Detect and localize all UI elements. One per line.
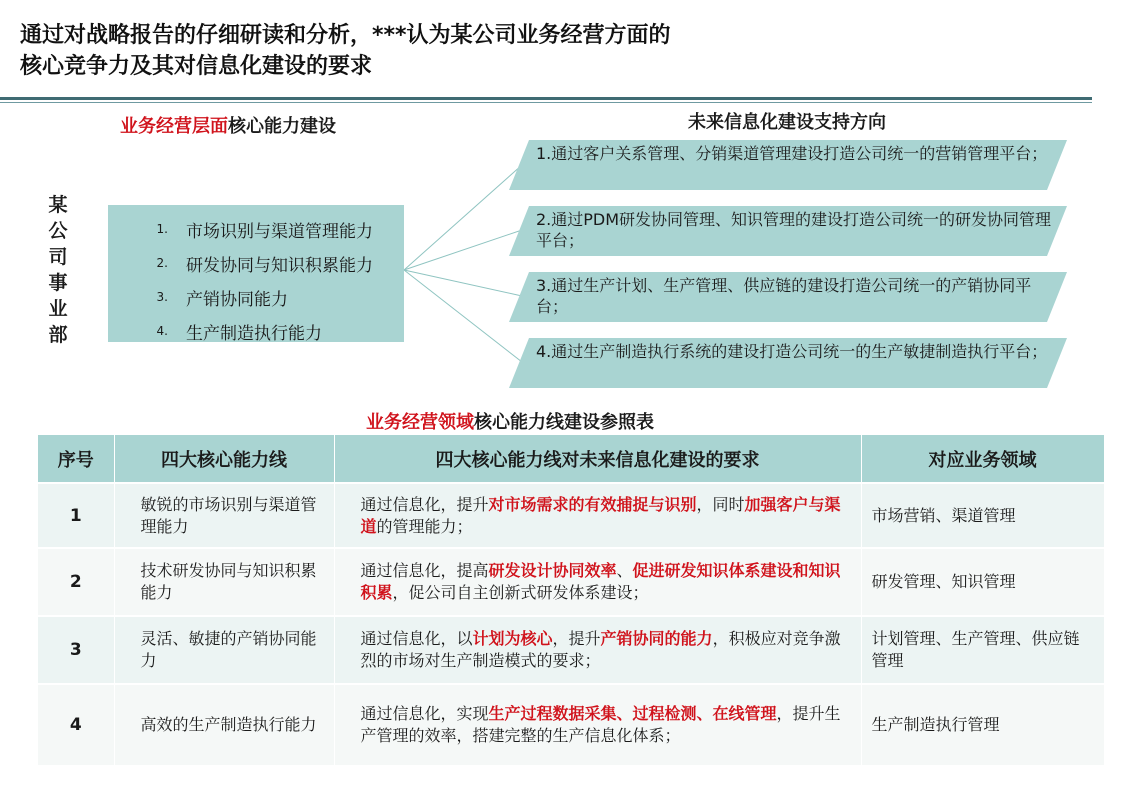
req-text: ，同时 xyxy=(696,494,745,514)
department-char: 事 xyxy=(48,272,68,294)
ability-item xyxy=(108,246,404,280)
req-text: ，促公司自主创新式研发体系建设； xyxy=(392,583,649,602)
department-char: 部 xyxy=(48,324,68,346)
table-row xyxy=(38,548,1104,616)
cell-business-domain: 生产制造执行管理 xyxy=(861,684,1104,766)
cell-seq: 3 xyxy=(38,616,114,684)
cell-ability-line: 灵活、敏捷的产销协同能力 xyxy=(114,616,334,684)
req-text: ，积极应对竞争激烈的市场对生产制造模式的要求； xyxy=(360,629,841,670)
ability-label: 市场识别与渠道管理能力 xyxy=(186,221,373,242)
cell-requirement xyxy=(334,616,861,684)
req-text: 的管理能力； xyxy=(376,516,473,536)
req-text: 通过信息化，实现 xyxy=(360,704,489,723)
ability-label: 研发协同与知识积累能力 xyxy=(186,255,373,276)
table-row xyxy=(38,684,1104,766)
cell-business-domain: 计划管理、生产管理、供应链管理 xyxy=(861,616,1104,684)
req-text: 通过信息化，提升 xyxy=(360,494,489,514)
connector-line xyxy=(404,270,522,362)
ability-number: 4. xyxy=(156,324,168,338)
ability-label: 产销协同能力 xyxy=(186,289,288,310)
table-row xyxy=(38,483,1104,548)
department-char: 业 xyxy=(48,298,68,320)
ability-item xyxy=(108,280,404,314)
cell-seq: 2 xyxy=(38,548,114,616)
table-section-title-rest: 核心能力线建设参照表 xyxy=(474,412,654,433)
ability-item xyxy=(108,212,404,246)
ability-number: 1. xyxy=(156,222,168,236)
req-text: ，提升生产管理的效率，搭建完整的生产信息化体系； xyxy=(360,704,841,745)
ability-item xyxy=(108,314,404,348)
left-section-title-rest: 核心能力建设 xyxy=(228,116,336,137)
department-char: 公 xyxy=(48,220,68,242)
req-text: 通过信息化，以 xyxy=(360,629,473,648)
header-seq: 序号 xyxy=(38,435,114,483)
connector-line xyxy=(404,270,522,296)
ability-label: 生产制造执行能力 xyxy=(186,323,322,344)
connector-line xyxy=(404,230,522,270)
table-section-title xyxy=(366,408,654,434)
cell-ability-line: 技术研发协同与知识积累能力 xyxy=(114,548,334,616)
page-title-line-1: 通过对战略报告的仔细研读和分析，***认为某公司业务经营方面的 xyxy=(20,23,671,48)
cell-requirement xyxy=(334,684,861,766)
direction-text: 2.通过PDM研发协同管理、知识管理的建设打造公司统一的研发协同管理平台； xyxy=(536,210,1052,250)
cell-seq: 1 xyxy=(38,483,114,548)
req-highlight: 加强客户与渠道 xyxy=(360,494,841,536)
direction-text: 1.通过客户关系管理、分销渠道管理建设打造公司统一的营销管理平台； xyxy=(536,144,1048,163)
left-section-title-highlight: 业务经营层面 xyxy=(120,116,228,137)
table-section-title-highlight: 业务经营领域 xyxy=(366,412,474,433)
direction-banner xyxy=(509,338,1069,388)
header-business-domain: 对应业务领域 xyxy=(861,435,1104,483)
direction-text: 3.通过生产计划、生产管理、供应链的建设打造公司统一的产销协同平台； xyxy=(536,276,1032,316)
req-highlight: 生产过程数据采集、过程检测、在线管理 xyxy=(488,704,777,723)
req-text: 通过信息化，提高 xyxy=(360,561,489,580)
cell-requirement xyxy=(334,548,861,616)
core-abilities-box xyxy=(108,205,404,342)
direction-banner xyxy=(509,140,1069,190)
page-title-line-2: 核心竞争力及其对信息化建设的要求 xyxy=(20,54,373,79)
cell-business-domain: 研发管理、知识管理 xyxy=(861,548,1104,616)
cell-seq: 4 xyxy=(38,684,114,766)
table-header-row xyxy=(38,435,1104,483)
department-char: 某 xyxy=(48,194,68,216)
department-char: 司 xyxy=(48,246,68,268)
ability-number: 3. xyxy=(156,290,168,304)
core-ability-table xyxy=(38,435,1105,767)
ability-number: 2. xyxy=(156,256,168,270)
req-highlight: 研发设计协同效率 xyxy=(488,561,617,580)
direction-text: 4.通过生产制造执行系统的建设打造公司统一的生产敏捷制造执行平台； xyxy=(536,342,1048,361)
direction-banner xyxy=(509,206,1069,256)
header-requirement: 四大核心能力线对未来信息化建设的要求 xyxy=(334,435,861,483)
req-highlight: 对市场需求的有效捕捉与识别 xyxy=(488,494,697,514)
direction-banner xyxy=(509,272,1069,322)
cell-requirement xyxy=(334,483,861,548)
table-row xyxy=(38,616,1104,684)
cell-ability-line: 高效的生产制造执行能力 xyxy=(114,684,334,766)
header-ability-line: 四大核心能力线 xyxy=(114,435,334,483)
req-highlight: 产销协同的能力 xyxy=(600,629,713,648)
cell-business-domain: 市场营销、渠道管理 xyxy=(861,483,1104,548)
right-section-title: 未来信息化建设支持方向 xyxy=(688,112,886,133)
cell-ability-line: 敏锐的市场识别与渠道管理能力 xyxy=(114,483,334,548)
req-highlight: 促进研发知识体系建设和知识积累 xyxy=(360,561,841,602)
connector-line xyxy=(404,165,522,270)
req-text: 、 xyxy=(616,561,633,580)
req-text: ，提升 xyxy=(552,629,601,648)
req-highlight: 计划为核心 xyxy=(472,629,553,648)
